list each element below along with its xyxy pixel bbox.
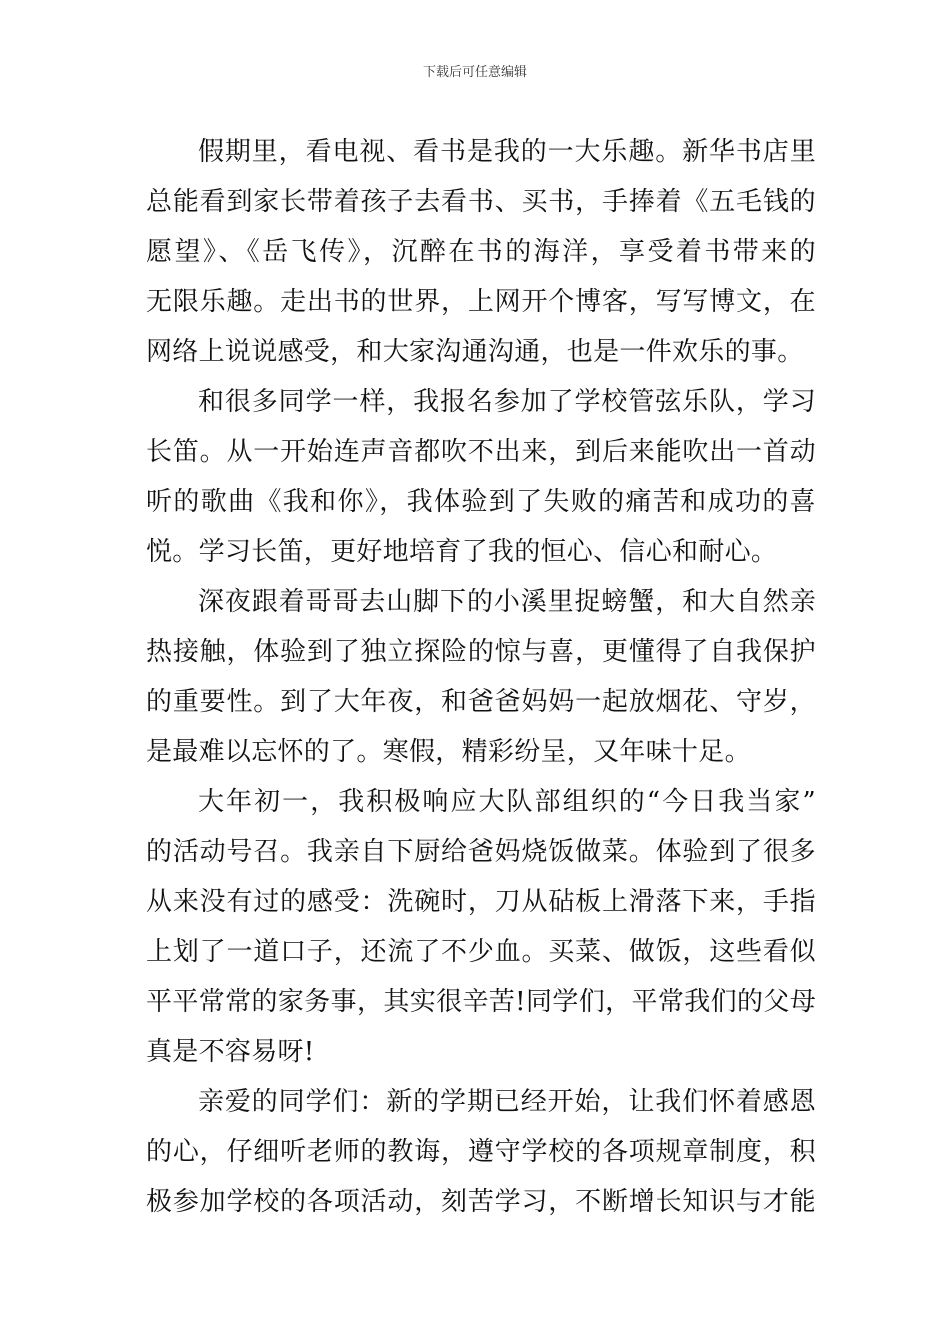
text-line: 上划了一道口子，还流了不少血。买菜、做饭，这些看似 <box>146 937 816 967</box>
text-line: 是最难以忘怀的了。寒假，精彩纷呈，又年味十足。 <box>146 737 751 767</box>
text-line: 总能看到家长带着孩子去看书、买书，手捧着《五毛钱的 <box>146 187 816 217</box>
text-line: 深夜跟着哥哥去山脚下的小溪里捉螃蟹，和大自然亲 <box>198 587 816 617</box>
document-body <box>146 127 816 1227</box>
text-line: 和很多同学一样，我报名参加了学校管弦乐队，学习 <box>198 387 816 417</box>
page-header-note: 下载后可任意编辑 <box>422 65 527 80</box>
text-line: 真是不容易呀! <box>146 1037 315 1067</box>
text-line: 极参加学校的各项活动，刻苦学习，不断增长知识与才能 <box>146 1187 816 1217</box>
text-line: 愿望》、《岳飞传》，沉醉在书的海洋，享受着书带来的 <box>146 237 816 267</box>
text-line: 假期里，看电视、看书是我的一大乐趣。新华书店里 <box>198 137 816 167</box>
text-line: 无限乐趣。走出书的世界，上网开个博客，写写博文，在 <box>146 287 816 317</box>
text-line: 网络上说说感受，和大家沟通沟通，也是一件欢乐的事。 <box>146 337 804 367</box>
text-line: 平平常常的家务事，其实很辛苦!同学们，平常我们的父母 <box>146 987 816 1017</box>
text-line: 的重要性。到了大年夜，和爸爸妈妈一起放烟花、守岁， <box>146 687 816 717</box>
text-line: 听的歌曲《我和你》，我体验到了失败的痛苦和成功的喜 <box>146 487 816 517</box>
text-line: 长笛。从一开始连声音都吹不出来，到后来能吹出一首动 <box>146 437 816 467</box>
text-line: 的心，仔细听老师的教诲，遵守学校的各项规章制度，积 <box>146 1137 816 1167</box>
text-line: 悦。学习长笛，更好地培育了我的恒心、信心和耐心。 <box>146 537 778 567</box>
text-line: 大年初一，我积极响应大队部组织的“今日我当家” <box>198 787 816 817</box>
text-line: 从来没有过的感受：洗碗时，刀从砧板上滑落下来，手指 <box>146 887 816 917</box>
text-line: 亲爱的同学们：新的学期已经开始，让我们怀着感恩 <box>198 1087 816 1117</box>
text-line: 的活动号召。我亲自下厨给爸妈烧饭做菜。体验到了很多 <box>146 837 816 867</box>
text-line: 热接触，体验到了独立探险的惊与喜，更懂得了自我保护 <box>146 637 816 667</box>
